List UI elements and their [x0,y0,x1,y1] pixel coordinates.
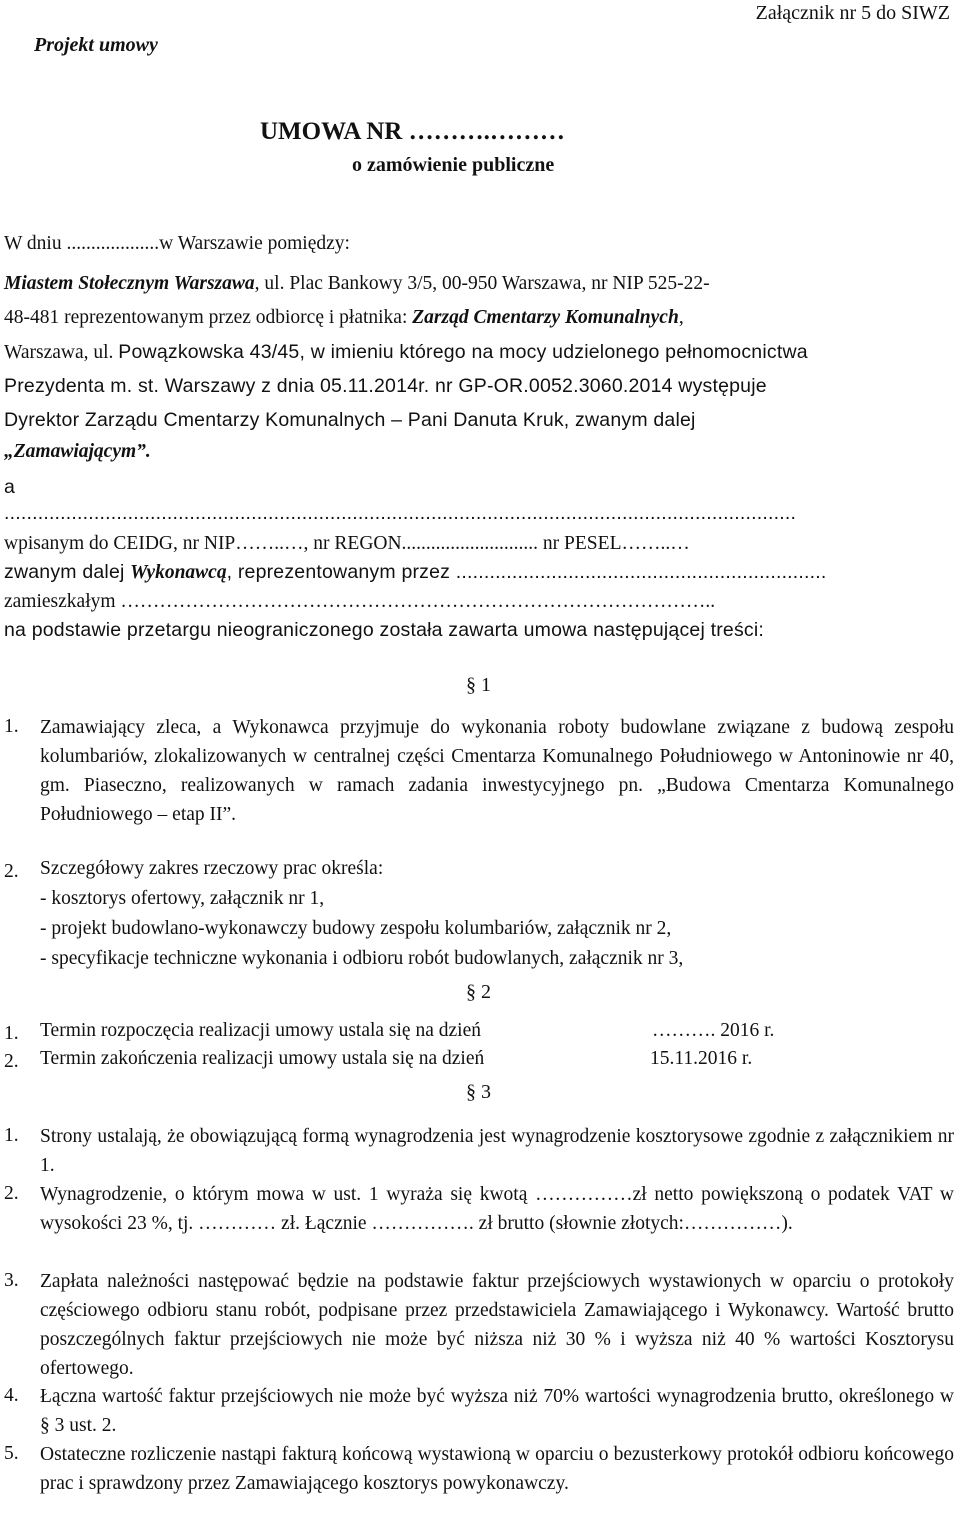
s1-item2-number: 2. [4,861,19,882]
contract-title: UMOWA NR ……….……… [260,118,565,145]
party1-line4: Prezydenta m. st. Warszawy z dnia 05.11.2014r. nr GP-OR.0052.3060.2014 występuje [4,375,767,397]
start-date-value: ………. 2016 r. [652,1020,775,1041]
party1-alias: „Zamawiającym”. [4,441,151,462]
s3-item1-number: 1. [4,1125,19,1146]
contract-basis: na podstawie przetargu nieograniczonego została zawarta umowa następującej treści: [4,619,764,641]
party1-representative: Zarząd Cmentarzy Komunalnych [412,307,679,328]
s3-item5-number: 5. [4,1443,19,1464]
s1-scope-item: - kosztorys ofertowy, załącznik nr 1, [40,888,325,909]
s3-item2-text: Wynagrodzenie, o którym mowa w ust. 1 wyraża się kwotą ……………zł netto powiększoną o podatek VAT w wysokości 23 %, tj. ………… zł. Łącznie ……………. zł brutto (słownie złotych:……………). [40,1184,954,1234]
end-date-value: 15.11.2016 r. [650,1048,753,1069]
draft-label: Projekt umowy [34,34,158,56]
s2-item1-number: 1. [4,1023,19,1044]
section-1-heading: § 1 [466,674,491,696]
s3-item4-text: Łączna wartość faktur przejściowych nie może być wyższa niż 70% wartości wynagrodzenia brutto, określonego w § 3 ust. 2. [40,1386,954,1436]
contractor-address-line: zamieszkałym ……………………………………………………………………………….. [4,591,716,612]
s2-item2-number: 2. [4,1051,19,1072]
contractor-registry-line: wpisanym do CEIDG, nr NIP……..…, nr REGON............................ nr PESEL……..… [4,533,690,554]
party1-line3: Warszawa, ul. Powązkowska 43/45, w imieniu którego na mocy udzielonego pełnomocnictwa [4,341,808,363]
contractor-blank-line: ............................................................................................................................................. [4,502,797,524]
contract-subtitle: o zamówienie publiczne [352,154,555,176]
party1-line5: Dyrektor Zarządu Cmentarzy Komunalnych – Pani Danuta Kruk, zwanym dalej [4,409,696,431]
s1-item2-text: Szczegółowy zakres rzeczowy prac określa: [40,858,384,879]
party1-line2: 48-481 reprezentowanym przez odbiorcę i płatnika: Zarząd Cmentarzy Komunalnych, [4,307,684,328]
s1-item1-number: 1. [4,716,19,737]
s1-item1-text: Zamawiający zleca, a Wykonawca przyjmuje do wykonania roboty budowlane związane z budową zespołu kolumbariów, zlokalizowanych w centralnej części Cmentarza Komunalnego Południowego w Antoninowie nr 40, gm. Piaseczno, realizowanych w ramach zadania inwestycyjnego pn. „Budowa Cmentarza Komunalnego Południowego – etap II”. [40,717,954,825]
party1-line1: Miastem Stołecznym Warszawa, ul. Plac Bankowy 3/5, 00-950 Warszawa, nr NIP 525-22- [4,273,710,294]
s1-scope-item: - specyfikacje techniczne wykonania i odbioru robót budowlanych, załącznik nr 3, [40,948,684,969]
s3-item1-text: Strony ustalają, że obowiązującą formą wynagrodzenia jest wynagrodzenie kosztorysowe zgodnie z załącznikiem nr 1. [40,1126,954,1176]
s3-item3-text: Zapłata należności następować będzie na podstawie faktur przejściowych wystawionych w oparciu o protokoły częściowego odbioru stanu robót, podpisane przez przedstawiciela Zamawiającego i Wykonawcy. Wartość brutto poszczególnych faktur przejściowych nie może być niższa niż 30 % i wyższa niż 40 % wartości Kosztorysu ofertowego. [40,1271,954,1379]
s3-item4-number: 4. [4,1385,19,1406]
s3-item2-number: 2. [4,1183,19,1204]
contractor-alias-line: zwanym dalej Wykonawcą, reprezentowanym przez .................................................................. [4,561,827,583]
s2-item2-text: Termin zakończenia realizacji umowy ustala się na dzień [40,1048,485,1069]
conjunction-a: a [4,476,16,498]
s2-item1-text: Termin rozpoczęcia realizacji umowy ustala się na dzień [40,1020,481,1041]
section-3-heading: § 3 [466,1081,491,1103]
contractor-alias: Wykonawcą [130,562,227,583]
s3-item5-text: Ostateczne rozliczenie nastąpi fakturą końcową wystawioną w oparciu o bezusterkowy protokół odbioru końcowego prac i sprawdzony przez Zamawiającego kosztorys powykonawczy. [40,1444,954,1494]
party1-name: Miastem Stołecznym Warszawa [4,273,255,294]
s1-scope-item: - projekt budowlano-wykonawczy budowy zespołu kolumbariów, załącznik nr 2, [40,918,672,939]
s3-item3-number: 3. [4,1270,19,1291]
attachment-label: Załącznik nr 5 do SIWZ [755,2,950,24]
date-line: W dniu ...................w Warszawie pomiędzy: [4,233,350,254]
section-2-heading: § 2 [466,981,491,1003]
